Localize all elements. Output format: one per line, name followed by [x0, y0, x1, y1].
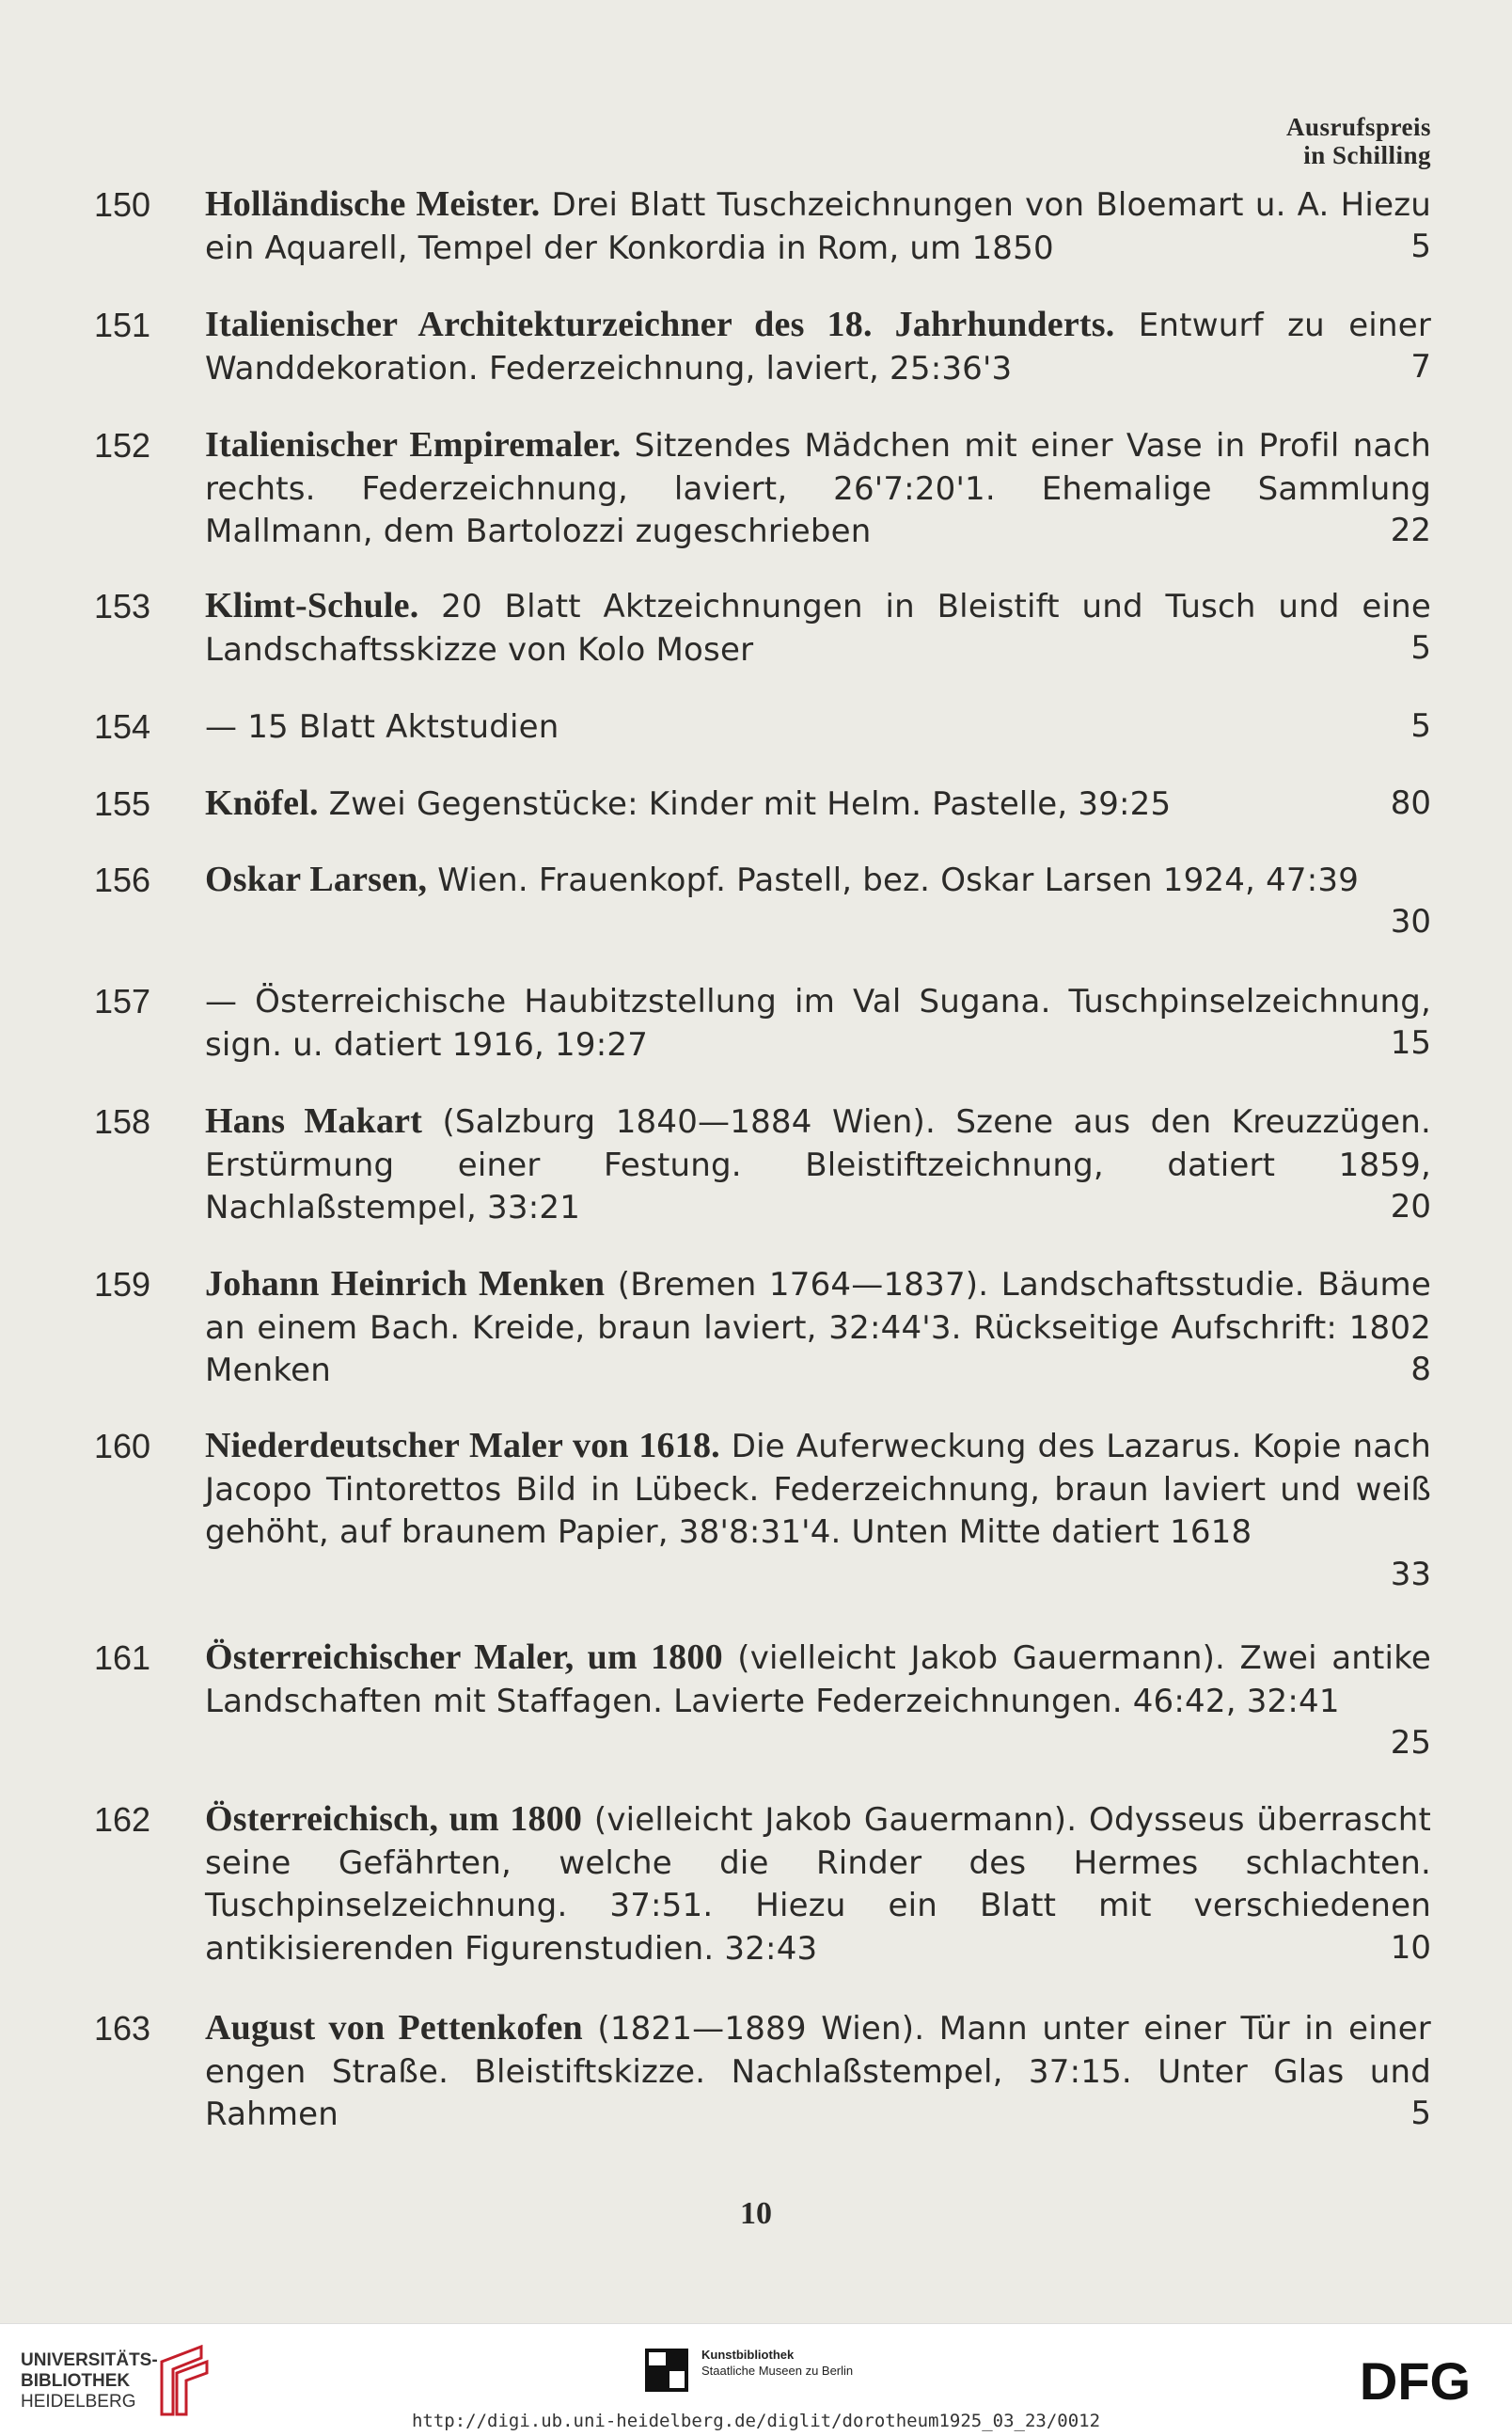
lot-price: 25 [1390, 1724, 1431, 1762]
heidelberg-library-logo[interactable] [21, 2343, 218, 2418]
entry-text: (1821—1889 Wien). Mann unter einer Tür in einer engen Straße. Bleistiftskizze. Nachlaßstempel, 37:15. Unter Glas und Rahmen [205, 2010, 1431, 2133]
lot-price: 5 [1410, 629, 1431, 667]
lot-number: 152 [94, 426, 151, 465]
lot-number: 151 [94, 306, 151, 344]
entry-text: Entwurf zu einer Wanddekoration. Federzeichnung, laviert, 25:36'3 [205, 307, 1431, 388]
lot-price: 5 [1410, 707, 1431, 745]
lot-number: 155 [94, 784, 151, 823]
dfg-logo-text: DFG [1359, 2352, 1472, 2409]
artist-name: Hans Makart [205, 1101, 423, 1141]
entry-text: — 15 Blatt Aktstudien [205, 708, 559, 746]
lot-price: 22 [1390, 512, 1431, 549]
artist-name: August von Pettenkofen [205, 2008, 583, 2048]
entry-description [205, 1425, 1431, 1555]
lot-price: 5 [1410, 228, 1431, 265]
library-line-3: HEIDELBERG [21, 2392, 136, 2412]
source-url-link[interactable]: http://digi.ub.uni-heidelberg.de/diglit/dorotheum1925_03_23/0012 [411, 2411, 1101, 2431]
library-name [21, 2350, 158, 2412]
lot-number: 154 [94, 707, 151, 746]
entry-description [205, 783, 1431, 827]
entry-text: (vielleicht Jakob Gauermann). Odysseus überrascht seine Gefährten, welche die Rinder des Hermes schlachten. Tuschpinselzeichnung. 37:51. Hiezu ein Blatt mit verschiedenen antikisierenden Figurenstudien. 32:43 [205, 1801, 1431, 1968]
dfg-logo[interactable] [1345, 2352, 1486, 2409]
kunstbibliothek-logo[interactable] [645, 2343, 890, 2399]
price-column-header [1286, 113, 1431, 169]
artist-name: Johann Heinrich Menken [205, 1264, 606, 1304]
library-emblem-icon [152, 2345, 218, 2416]
entry-text: (Salzburg 1840—1884 Wien). Szene aus den Kreuzzügen. Erstürmung einer Festung. Bleistiftzeichnung, datiert 1859, Nachlaßstempel, 33:21 [205, 1103, 1431, 1226]
entry-description [205, 585, 1431, 672]
entry-text: 20 Blatt Aktzeichnungen in Bleistift und Tusch und eine Landschaftsskizze von Kolo Moser [205, 588, 1431, 669]
museum-name [701, 2347, 853, 2379]
lot-number: 160 [94, 1427, 151, 1465]
lot-price: 10 [1390, 1929, 1431, 1967]
library-line-2: BIBLIOTHEK [21, 2371, 131, 2391]
artist-name: Österreichischer Maler, um 1800 [205, 1637, 723, 1677]
library-line-1: UNIVERSITÄTS- [21, 2350, 158, 2370]
lot-number: 161 [94, 1638, 151, 1677]
artist-name: Niederdeutscher Maler von 1618. [205, 1426, 720, 1465]
entry-text: (vielleicht Jakob Gauermann). Zwei antike Landschaften mit Staffagen. Lavierte Federzeichnungen. 46:42, 32:41 [205, 1639, 1432, 1720]
artist-name: Oskar Larsen, [205, 860, 428, 899]
lot-price: 15 [1390, 1024, 1431, 1062]
lot-number: 163 [94, 2009, 151, 2048]
entry-text: Sitzendes Mädchen mit einer Vase in Profil nach rechts. Federzeichnung, laviert, 26'7:20'1. Ehemalige Sammlung Mallmann, dem Bartolozzi zugeschrieben [205, 427, 1432, 550]
lot-price: 30 [1390, 903, 1431, 941]
entry-description [205, 705, 1431, 750]
entry-text: Die Auferweckung des Lazarus. Kopie nach Jacopo Tintorettos Bild in Lübeck. Federzeichnung, braun laviert und weiß gehöht, auf braunem Papier, 38'8:31'4. Unten Mitte datiert 1618 [205, 1428, 1431, 1551]
lot-price: 7 [1410, 348, 1431, 386]
lot-price: 5 [1410, 2095, 1431, 2132]
lot-number: 162 [94, 1800, 151, 1839]
entry-text: — Österreichische Haubitzstellung im Val Sugana. Tuschpinselzeichnung, sign. u. datiert 1916, 19:27 [205, 983, 1431, 1064]
entry-description [205, 1100, 1431, 1230]
entry-description [205, 1263, 1431, 1393]
lot-number: 157 [94, 982, 151, 1020]
entry-description [205, 1637, 1431, 1723]
entry-text: Zwei Gegenstücke: Kinder mit Helm. Pastelle, 39:25 [318, 785, 1172, 823]
lot-number: 153 [94, 587, 151, 625]
entry-description [205, 2007, 1431, 2137]
footer-bar [0, 2323, 1512, 2436]
entry-description [205, 183, 1431, 270]
lot-number: 150 [94, 185, 151, 224]
artist-name: Holländische Meister. [205, 184, 541, 224]
kunstbibliothek-mark-icon [645, 2349, 688, 2392]
header-line-1: Ausrufspreis [1285, 113, 1431, 141]
lot-price: 80 [1390, 784, 1431, 822]
entry-text: Drei Blatt Tuschzeichnungen von Bloemart u. A. Hiezu ein Aquarell, Tempel der Konkordia in Rom, um 1850 [205, 186, 1431, 267]
artist-name: Österreichisch, um 1800 [205, 1799, 583, 1839]
lot-number: 156 [94, 861, 151, 899]
lot-number: 158 [94, 1102, 151, 1141]
lot-price: 33 [1390, 1556, 1431, 1593]
lot-number: 159 [94, 1265, 151, 1304]
page-number: 10 [740, 2196, 772, 2231]
museum-line-1: Kunstbibliothek [701, 2348, 795, 2362]
artist-name: Knöfel. [205, 783, 319, 823]
lot-price: 8 [1410, 1351, 1431, 1388]
entry-description [205, 980, 1431, 1067]
entry-text: (Bremen 1764—1837). Landschaftsstudie. Bäume an einem Bach. Kreide, braun laviert, 32:44'3. Rückseitige Aufschrift: 1802 Menken [205, 1266, 1431, 1389]
artist-name: Klimt-Schule. [205, 586, 419, 625]
entry-description [205, 1798, 1431, 1970]
header-line-2: in Schilling [1303, 141, 1431, 169]
museum-line-2: Staatliche Museen zu Berlin [701, 2364, 854, 2378]
lot-price: 20 [1390, 1188, 1431, 1226]
entry-text: Wien. Frauenkopf. Pastell, bez. Oskar Larsen 1924, 47:39 [427, 862, 1360, 899]
entry-description [205, 304, 1431, 390]
artist-name: Italienischer Architekturzeichner des 18. Jahrhunderts. [205, 305, 1115, 344]
entry-description [205, 424, 1431, 554]
entry-description [205, 859, 1431, 903]
artist-name: Italienischer Empiremaler. [205, 425, 622, 465]
